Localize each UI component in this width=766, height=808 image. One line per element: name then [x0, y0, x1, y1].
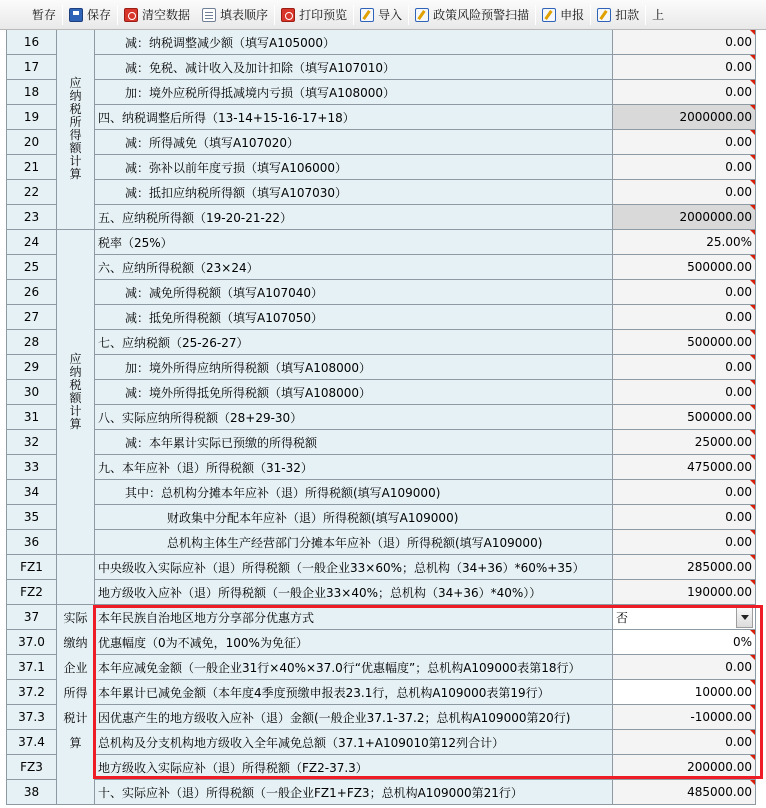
table-row	[0, 455, 766, 480]
row-value-input[interactable]: 0.00	[613, 30, 756, 55]
row-number: 37.2	[6, 680, 57, 705]
row-value-input[interactable]: 0.00	[613, 155, 756, 180]
category-actual-part-text: 实际	[63, 611, 88, 625]
row-number: 37.3	[6, 705, 57, 730]
row-item-label: 因优惠产生的地方级收入应补（退）金额(一般企业37.1-37.2；总机构A109000第20行)	[95, 705, 613, 730]
row-value-input[interactable]: 190000.00	[613, 580, 756, 605]
table-row	[0, 405, 766, 430]
row-item-label: 加：境外应税所得抵减境内亏损（填写A108000）	[95, 80, 613, 105]
up-button[interactable]	[646, 3, 670, 27]
table-row	[0, 480, 766, 505]
row-item-label: 减：境外所得抵免所得税额（填写A108000）	[95, 380, 613, 405]
row-value-input[interactable]: 0.00	[613, 305, 756, 330]
up-label: 上	[652, 8, 665, 22]
save-icon	[69, 8, 83, 22]
row-item-label: 本年累计已减免金额（本年度4季度预缴申报表23.1行，总机构A109000表第19行）	[95, 680, 613, 705]
row-number: 26	[6, 280, 57, 305]
table-row	[0, 305, 766, 330]
row-number: 27	[6, 305, 57, 330]
row-number: 20	[6, 130, 57, 155]
table-row	[0, 255, 766, 280]
row-item-label: 减：抵扣应纳税所得额（填写A107030）	[95, 180, 613, 205]
declare-label: 申报	[560, 8, 585, 22]
policy-scan-button[interactable]	[409, 3, 535, 27]
declare-button[interactable]	[536, 3, 590, 27]
category-actual-part-text: 所得	[63, 686, 88, 700]
policy-scan-label: 政策风险预警扫描	[433, 8, 530, 22]
row-value-input[interactable]: 500000.00	[613, 330, 756, 355]
save-button[interactable]	[63, 3, 117, 27]
category-actual-part-text: 缴纳	[63, 636, 88, 650]
table-row	[0, 655, 766, 680]
table-row	[0, 380, 766, 405]
table-row	[0, 680, 766, 705]
preference-method-select[interactable]	[613, 605, 756, 630]
row-value-input[interactable]: 10000.00	[613, 680, 756, 705]
row-value-input[interactable]: 285000.00	[613, 555, 756, 580]
row-item-label: 十、实际应补（退）所得税额（一般企业FZ1+FZ3；总机构A109000第21行）	[95, 780, 613, 805]
row-number: FZ3	[6, 755, 57, 780]
row-number: FZ1	[6, 555, 57, 580]
row-number: 38	[6, 780, 57, 805]
row-value-input[interactable]: 0.00	[613, 480, 756, 505]
print-preview-button[interactable]	[275, 3, 353, 27]
deduct-icon	[597, 8, 611, 22]
category-label-tax-payable: 应纳税额计算	[69, 352, 82, 431]
row-value-input[interactable]: 0%	[613, 630, 756, 655]
table-row	[0, 755, 766, 780]
table-row	[0, 430, 766, 455]
row-value-input[interactable]: 25.00%	[613, 230, 756, 255]
temp-save-button[interactable]	[0, 3, 62, 27]
category-actual-part-text: 算	[69, 736, 82, 750]
row-item-label: 本年应减免金额（一般企业31行×40%×37.0行“优惠幅度”；总机构A109000表第18行）	[95, 655, 613, 680]
fill-order-button[interactable]	[196, 3, 274, 27]
row-value-input[interactable]: 0.00	[613, 130, 756, 155]
clear-data-label: 清空数据	[142, 8, 191, 22]
row-item-label: 九、本年应补（退）所得税额（31-32）	[95, 455, 613, 480]
table-row	[0, 230, 766, 255]
row-number: 29	[6, 355, 57, 380]
row-item-label: 地方级收入实际应补（退）所得税额（FZ2-37.3）	[95, 755, 613, 780]
print-preview-icon	[281, 8, 295, 22]
row-value-input[interactable]: 0.00	[613, 655, 756, 680]
import-label: 导入	[378, 8, 403, 22]
row-value-input[interactable]: 0.00	[613, 180, 756, 205]
row-item-label: 加：境外所得应纳所得税额（填写A108000）	[95, 355, 613, 380]
row-number: 22	[6, 180, 57, 205]
row-item-label: 减：免税、减计收入及加计扣除（填写A107010）	[95, 55, 613, 80]
row-number: 23	[6, 205, 57, 230]
table-row	[0, 55, 766, 80]
table-row	[0, 30, 766, 55]
row-number: 28	[6, 330, 57, 355]
table-row	[0, 280, 766, 305]
clear-icon	[124, 8, 138, 22]
table-row	[0, 630, 766, 655]
fill-order-label: 填表顺序	[220, 8, 269, 22]
row-value-input[interactable]: 25000.00	[613, 430, 756, 455]
row-number: 25	[6, 255, 57, 280]
scan-icon	[415, 8, 429, 22]
row-number: 16	[6, 30, 57, 55]
table-row	[0, 105, 766, 130]
row-item-label: 税率（25%）	[95, 230, 613, 255]
row-number: 35	[6, 505, 57, 530]
table-row	[0, 555, 766, 580]
table-row	[0, 155, 766, 180]
row-item-label: 减：纳税调整减少额（填写A105000）	[95, 30, 613, 55]
row-number: 37	[6, 605, 57, 630]
row-number: 37.1	[6, 655, 57, 680]
import-button[interactable]	[354, 3, 408, 27]
row-number: 32	[6, 430, 57, 455]
row-number: 17	[6, 55, 57, 80]
row-value-input[interactable]: 475000.00	[613, 455, 756, 480]
row-number: 18	[6, 80, 57, 105]
row-value-input[interactable]: 500000.00	[613, 255, 756, 280]
row-value-input[interactable]: 0.00	[613, 280, 756, 305]
row-item-label: 优惠幅度（0为不减免，100%为免征）	[95, 630, 613, 655]
row-value-input[interactable]: 0.00	[613, 380, 756, 405]
row-value-input[interactable]: 0.00	[613, 55, 756, 80]
table-row	[0, 330, 766, 355]
toolbar	[0, 0, 766, 30]
table-row	[0, 705, 766, 730]
category-actual-part-text: 税计	[63, 711, 88, 725]
table-row	[0, 355, 766, 380]
table-row	[0, 130, 766, 155]
row-item-label: 七、应纳税额（25-26-27）	[95, 330, 613, 355]
row-item-label: 中央级收入实际应补（退）所得税额（一般企业33×60%；总机构（34+36）*60%+35）	[95, 555, 613, 580]
row-value-input[interactable]: -10000.00	[613, 705, 756, 730]
row-item-label: 总机构及分支机构地方级收入全年减免总额（37.1+A109010第12列合计）	[95, 730, 613, 755]
row-item-label: 六、应纳所得税额（23×24）	[95, 255, 613, 280]
table-row	[0, 730, 766, 755]
select-value: 否	[616, 610, 629, 625]
table-row	[0, 780, 766, 805]
category-actual-part-text: 企业	[63, 661, 88, 675]
clear-data-button[interactable]	[118, 3, 196, 27]
order-icon	[202, 8, 216, 22]
row-item-label: 减：弥补以前年度亏损（填写A106000）	[95, 155, 613, 180]
deduct-button[interactable]	[591, 3, 645, 27]
row-value-input[interactable]: 0.00	[613, 80, 756, 105]
row-item-label: 四、纳税调整后所得（13-14+15-16-17+18）	[95, 105, 613, 130]
row-item-label: 五、应纳税所得额（19-20-21-22）	[95, 205, 613, 230]
row-value-input[interactable]: 0.00	[613, 505, 756, 530]
row-value-input[interactable]: 0.00	[613, 530, 756, 555]
row-number: FZ2	[6, 580, 57, 605]
chevron-down-icon[interactable]	[736, 607, 753, 628]
print-preview-label: 打印预览	[299, 8, 348, 22]
row-value-input[interactable]: 485000.00	[613, 780, 756, 805]
row-number: 36	[6, 530, 57, 555]
deduct-label: 扣款	[615, 8, 640, 22]
table-row	[0, 580, 766, 605]
row-number: 30	[6, 380, 57, 405]
table-row	[0, 180, 766, 205]
row-item-label: 地方级收入应补（退）所得税额（一般企业33×40%；总机构（34+36）*40%））	[95, 580, 613, 605]
row-number: 37.0	[6, 630, 57, 655]
table-row	[0, 605, 766, 630]
row-number: 37.4	[6, 730, 57, 755]
row-value-input[interactable]: 2000000.00	[613, 105, 756, 130]
row-item-label: 财政集中分配本年应补（退）所得税额(填写A109000)	[95, 505, 613, 530]
row-value-input[interactable]: 500000.00	[613, 405, 756, 430]
row-item-label: 本年民族自治地区地方分享部分优惠方式	[95, 605, 613, 630]
table-row	[0, 505, 766, 530]
declare-icon	[542, 8, 556, 22]
row-number: 21	[6, 155, 57, 180]
table-row	[0, 530, 766, 555]
row-value-input[interactable]: 0.00	[613, 730, 756, 755]
category-label-taxable-income: 应纳税所得额计算	[69, 76, 82, 181]
row-number: 33	[6, 455, 57, 480]
row-item-label: 减：抵免所得税额（填写A107050）	[95, 305, 613, 330]
temp-save-label: 暂存	[32, 8, 57, 22]
row-number: 19	[6, 105, 57, 130]
row-value-input[interactable]: 200000.00	[613, 755, 756, 780]
row-item-label: 总机构主体生产经营部门分摊本年应补（退）所得税额(填写A109000)	[95, 530, 613, 555]
row-number: 24	[6, 230, 57, 255]
row-value-input[interactable]: 2000000.00	[613, 205, 756, 230]
row-item-label: 其中：总机构分摊本年应补（退）所得税额(填写A109000)	[95, 480, 613, 505]
row-item-label: 减：减免所得税额（填写A107040）	[95, 280, 613, 305]
row-number: 34	[6, 480, 57, 505]
save-label: 保存	[87, 8, 112, 22]
row-item-label: 八、实际应纳所得税额（28+29-30）	[95, 405, 613, 430]
row-item-label: 减：所得减免（填写A107020）	[95, 130, 613, 155]
table-row	[0, 205, 766, 230]
table-row	[0, 80, 766, 105]
row-item-label: 减：本年累计实际已预缴的所得税额	[95, 430, 613, 455]
row-value-input[interactable]: 0.00	[613, 355, 756, 380]
import-icon	[360, 8, 374, 22]
row-number: 31	[6, 405, 57, 430]
